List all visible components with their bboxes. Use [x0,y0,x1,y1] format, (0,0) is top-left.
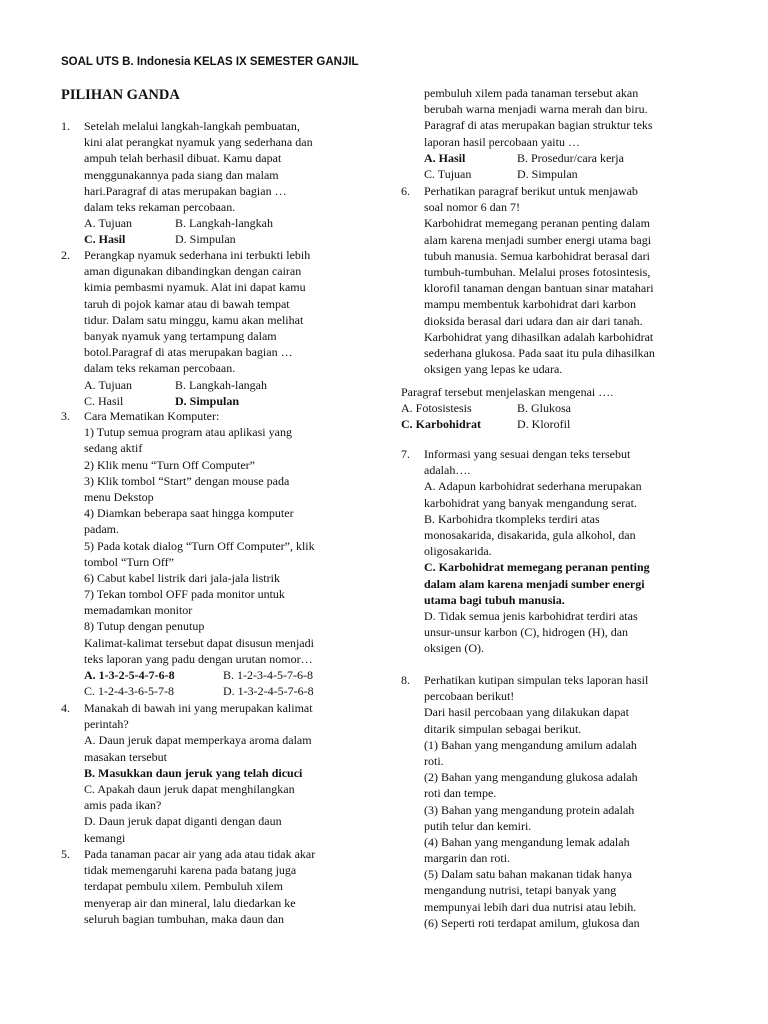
question-text: Paragraf di atas merupakan bagian struktur teks [424,118,653,133]
option-d-cont: kemangi [84,830,126,845]
option-b[interactable]: B. Prosedur/cara kerja [517,150,624,165]
question-text: roti dan tempe. [424,786,497,801]
question-text: tidak memengaruhi karena pada batang juga [84,863,297,878]
question-text: dalam teks rekaman percobaan. [84,199,236,214]
passage-text: tumbuh-tumbuhan. Melalui proses fotosintesis, [424,264,651,279]
question-text: (6) Seperti roti terdapat amilum, glukosa dan [424,915,640,930]
question-number: 3. [61,409,70,423]
option-d[interactable]: D. Klorofil [517,417,571,432]
question-text: kini alat perangkat nyamuk yang sederhana dan [84,135,313,150]
question-text: (4) Bahan yang mengandung lemak adalah [424,834,630,849]
question-text: teks laporan yang padu dengan urutan nomor… [84,651,313,666]
option-a[interactable]: A. Adapun karbohidrat sederhana merupakan [424,479,642,494]
option-b-cont: monosakarida, disakarida, gula alkohol, dan [424,527,636,542]
question-text: Cara Mematikan Komputer: [84,409,220,423]
question-number: 4. [61,701,70,715]
question-text: menu Dekstop [84,489,154,504]
question-number: 5. [61,847,70,861]
option-c[interactable]: C. Hasil [84,393,124,408]
option-c-cont: amis pada ikan? [84,798,162,813]
question-1 [61,118,361,248]
passage-text: oksigen yang lepas ke udara. [424,362,563,377]
question-text: 5) Pada kotak dialog “Turn Off Computer”, klik [84,538,315,553]
question-text: Perangkap nyamuk sederhana ini terbukti lebih [84,248,311,262]
passage-text: dioksida berasal dari udara dan air dari tanah. [424,313,643,328]
question-text: aman digunakan dibandingkan dengan cairan [84,264,302,279]
option-d[interactable]: D. Simpulan [517,166,578,181]
option-b[interactable]: B. 1-2-3-4-5-7-6-8 [223,668,313,682]
question-number: 7. [401,447,410,461]
question-text: 8) Tutup dengan penutup [84,619,205,634]
question-6 [401,183,691,377]
option-a[interactable]: A. Tujuan [84,216,133,231]
option-row [84,215,361,231]
question-4 [61,700,361,846]
question-6-stem [401,384,691,433]
question-text: Manakah di bawah ini yang merupakan kalimat [84,701,313,715]
question-text: 6) Cabut kabel listrik dari jala-jala listrik [84,570,280,585]
question-5 [61,846,361,927]
option-row [84,377,361,393]
option-c-answer[interactable]: C. Karbohidrat memegang peranan penting [424,560,650,575]
option-a-answer[interactable]: A. Hasil [424,150,466,165]
question-text: (3) Bahan yang mengandung protein adalah [424,802,635,817]
option-d[interactable]: D. Simpulan [175,232,236,247]
question-text: banyak nyamuk yang tertampung dalam [84,328,277,343]
question-text: seluruh bagian tumbuhan, maka daun dan [84,911,284,926]
option-d[interactable]: D. Tidak semua jenis karbohidrat terdiri atas [424,608,638,623]
question-text: Paragraf tersebut menjelaskan mengenai …. [401,385,614,399]
option-row [84,231,361,247]
question-8 [401,672,691,931]
option-row [84,667,361,683]
question-text: tidur. Dalam satu minggu, kamu akan melihat [84,312,304,327]
question-text: ampuh telah berhasil dibuat. Kamu dapat [84,151,282,166]
question-text: kimia pembasmi nyamuk. Alat ini dapat kamu [84,280,306,295]
question-text: sedang aktif [84,441,143,456]
option-b-answer[interactable]: B. Masukkan daun jeruk yang telah dicuci [84,765,303,780]
passage-text: sederhana glukosa. Pada saat itu pula dihasilkan [424,345,655,360]
option-b-cont: oligosakarida. [424,544,492,559]
question-text: ditarik simpulan sebagai berikut. [424,721,582,736]
option-a[interactable]: A. Fotosistesis [401,401,472,416]
option-row [424,150,691,166]
question-text: Kalimat-kalimat tersebut dapat disusun menjadi [84,635,314,650]
option-b[interactable]: B. Karbohidra tkompleks terdiri atas [424,511,600,526]
question-text: Dari hasil percobaan yang dilakukan dapat [424,705,629,720]
option-row [401,416,691,432]
question-text: Informasi yang sesuai dengan teks tersebut [424,447,631,461]
page-title: SOAL UTS B. Indonesia KELAS IX SEMESTER GANJIL [61,56,359,68]
question-text: 4) Diamkan beberapa saat hingga komputer [84,506,294,521]
passage-text: Karbohidrat yang dihasilkan adalah karbohidrat [424,329,654,344]
question-text: dalam teks rekaman percobaan. [84,361,236,376]
question-3 [61,408,361,699]
option-c-cont: utama bagi tubuh manusia. [424,592,565,607]
question-text: (5) Dalam satu bahan makanan tidak hanya [424,867,632,882]
option-c-cont: dalam alam karena menjadi sumber energi [424,576,645,591]
question-text: (1) Bahan yang mengandung amilum adalah [424,737,637,752]
option-row [84,393,361,409]
section-heading: PILIHAN GANDA [61,87,180,103]
option-d[interactable]: D. Daun jeruk dapat diganti dengan daun [84,814,282,829]
option-d[interactable]: D. 1-3-2-4-5-7-6-8 [223,684,314,699]
option-c[interactable]: C. Apakah daun jeruk dapat menghilangkan [84,781,295,796]
question-text: Perhatikan kutipan simpulan teks laporan hasil [424,673,649,687]
question-text: soal nomor 6 dan 7! [424,200,520,215]
question-text: adalah…. [424,463,471,478]
option-a-cont: masakan tersebut [84,749,167,764]
question-2 [61,247,361,409]
question-text: roti. [424,753,444,768]
option-b[interactable]: B. Langkah-langah [175,377,267,392]
question-text: percobaan berikut! [424,689,515,704]
question-text: mengandung nutrisi, tetapi banyak yang [424,883,617,898]
question-text: mempunyai lebih dari dua nutrisi atau lebih. [424,899,637,914]
question-text: 7) Tekan tombol OFF pada monitor untuk [84,587,285,602]
question-text: perintah? [84,717,129,732]
question-number: 8. [401,673,410,687]
question-text: Pada tanaman pacar air yang ada atau tidak akar [84,847,316,861]
option-d-answer[interactable]: D. Simpulan [175,393,240,408]
question-text: berubah warna menjadi warna merah dan biru. [424,102,648,117]
question-5-continued [401,85,691,182]
option-c[interactable]: C. Tujuan [424,166,472,181]
question-text: terdapat pembulu xilem. Pembuluh xilem [84,879,283,894]
question-7 [401,446,691,656]
question-number: 1. [61,119,70,133]
option-b[interactable]: B. Glukosa [517,401,571,416]
question-text: botol.Paragraf di atas merupakan bagian … [84,345,293,360]
question-number: 2. [61,248,70,262]
question-text: Perhatikan paragraf berikut untuk menjawab [424,184,638,198]
question-text: 3) Klik tombol “Start” dengan mouse pada [84,473,290,488]
question-text: menyerap air dan mineral, lalu diedarkan ke [84,895,296,910]
option-row [84,683,361,699]
passage-text: tubuh manusia. Semua karbohidrat berasal dari [424,248,650,263]
question-text: putih telur dan kemiri. [424,818,532,833]
question-text: hari.Paragraf di atas merupakan bagian … [84,183,287,198]
question-text: tombol “Turn Off” [84,554,174,569]
passage-text: alam karena menjadi sumber energi utama bagi [424,232,652,247]
question-text: (2) Bahan yang mengandung glukosa adalah [424,770,638,785]
passage-text: klorofil tanaman dengan bantuan sinar matahari [424,281,654,296]
option-d-cont: oksigen (O). [424,641,484,656]
option-a-answer[interactable]: A. 1-3-2-5-4-7-6-8 [84,668,175,682]
option-b[interactable]: B. Langkah-langkah [175,216,273,231]
question-text: laporan hasil percobaan yaitu … [424,134,580,149]
question-text: pembuluh xilem pada tanaman tersebut akan [424,86,639,100]
option-d-cont: unsur-unsur karbon (C), hidrogen (H), dan [424,625,629,640]
option-a[interactable]: A. Daun jeruk dapat memperkaya aroma dalam [84,733,312,748]
option-c[interactable]: C. 1-2-4-3-6-5-7-8 [84,684,174,699]
question-text: menggunakannya pada siang dan malam [84,167,279,182]
question-text: padam. [84,522,119,537]
question-text: 2) Klik menu “Turn Off Computer” [84,457,255,472]
question-number: 6. [401,184,410,198]
option-a-cont: karbohidrat yang banyak mengandung serat. [424,495,637,510]
option-c-answer[interactable]: C. Hasil [84,232,126,247]
option-a[interactable]: A. Tujuan [84,377,133,392]
option-c-answer[interactable]: C. Karbohidrat [401,417,482,432]
question-text: 1) Tutup semua program atau aplikasi yang [84,425,292,440]
option-row [424,166,691,182]
passage-text: mampu membentuk karbohidrat dari karbon [424,297,636,312]
option-row [401,400,691,416]
question-text: margarin dan roti. [424,851,511,866]
question-text: taruh di pojok kamar atau di bawah tempat [84,296,290,311]
question-text: memadamkan monitor [84,603,193,618]
passage-text: Karbohidrat memegang peranan penting dalam [424,216,650,231]
question-text: Setelah melalui langkah-langkah pembuatan, [84,119,300,133]
